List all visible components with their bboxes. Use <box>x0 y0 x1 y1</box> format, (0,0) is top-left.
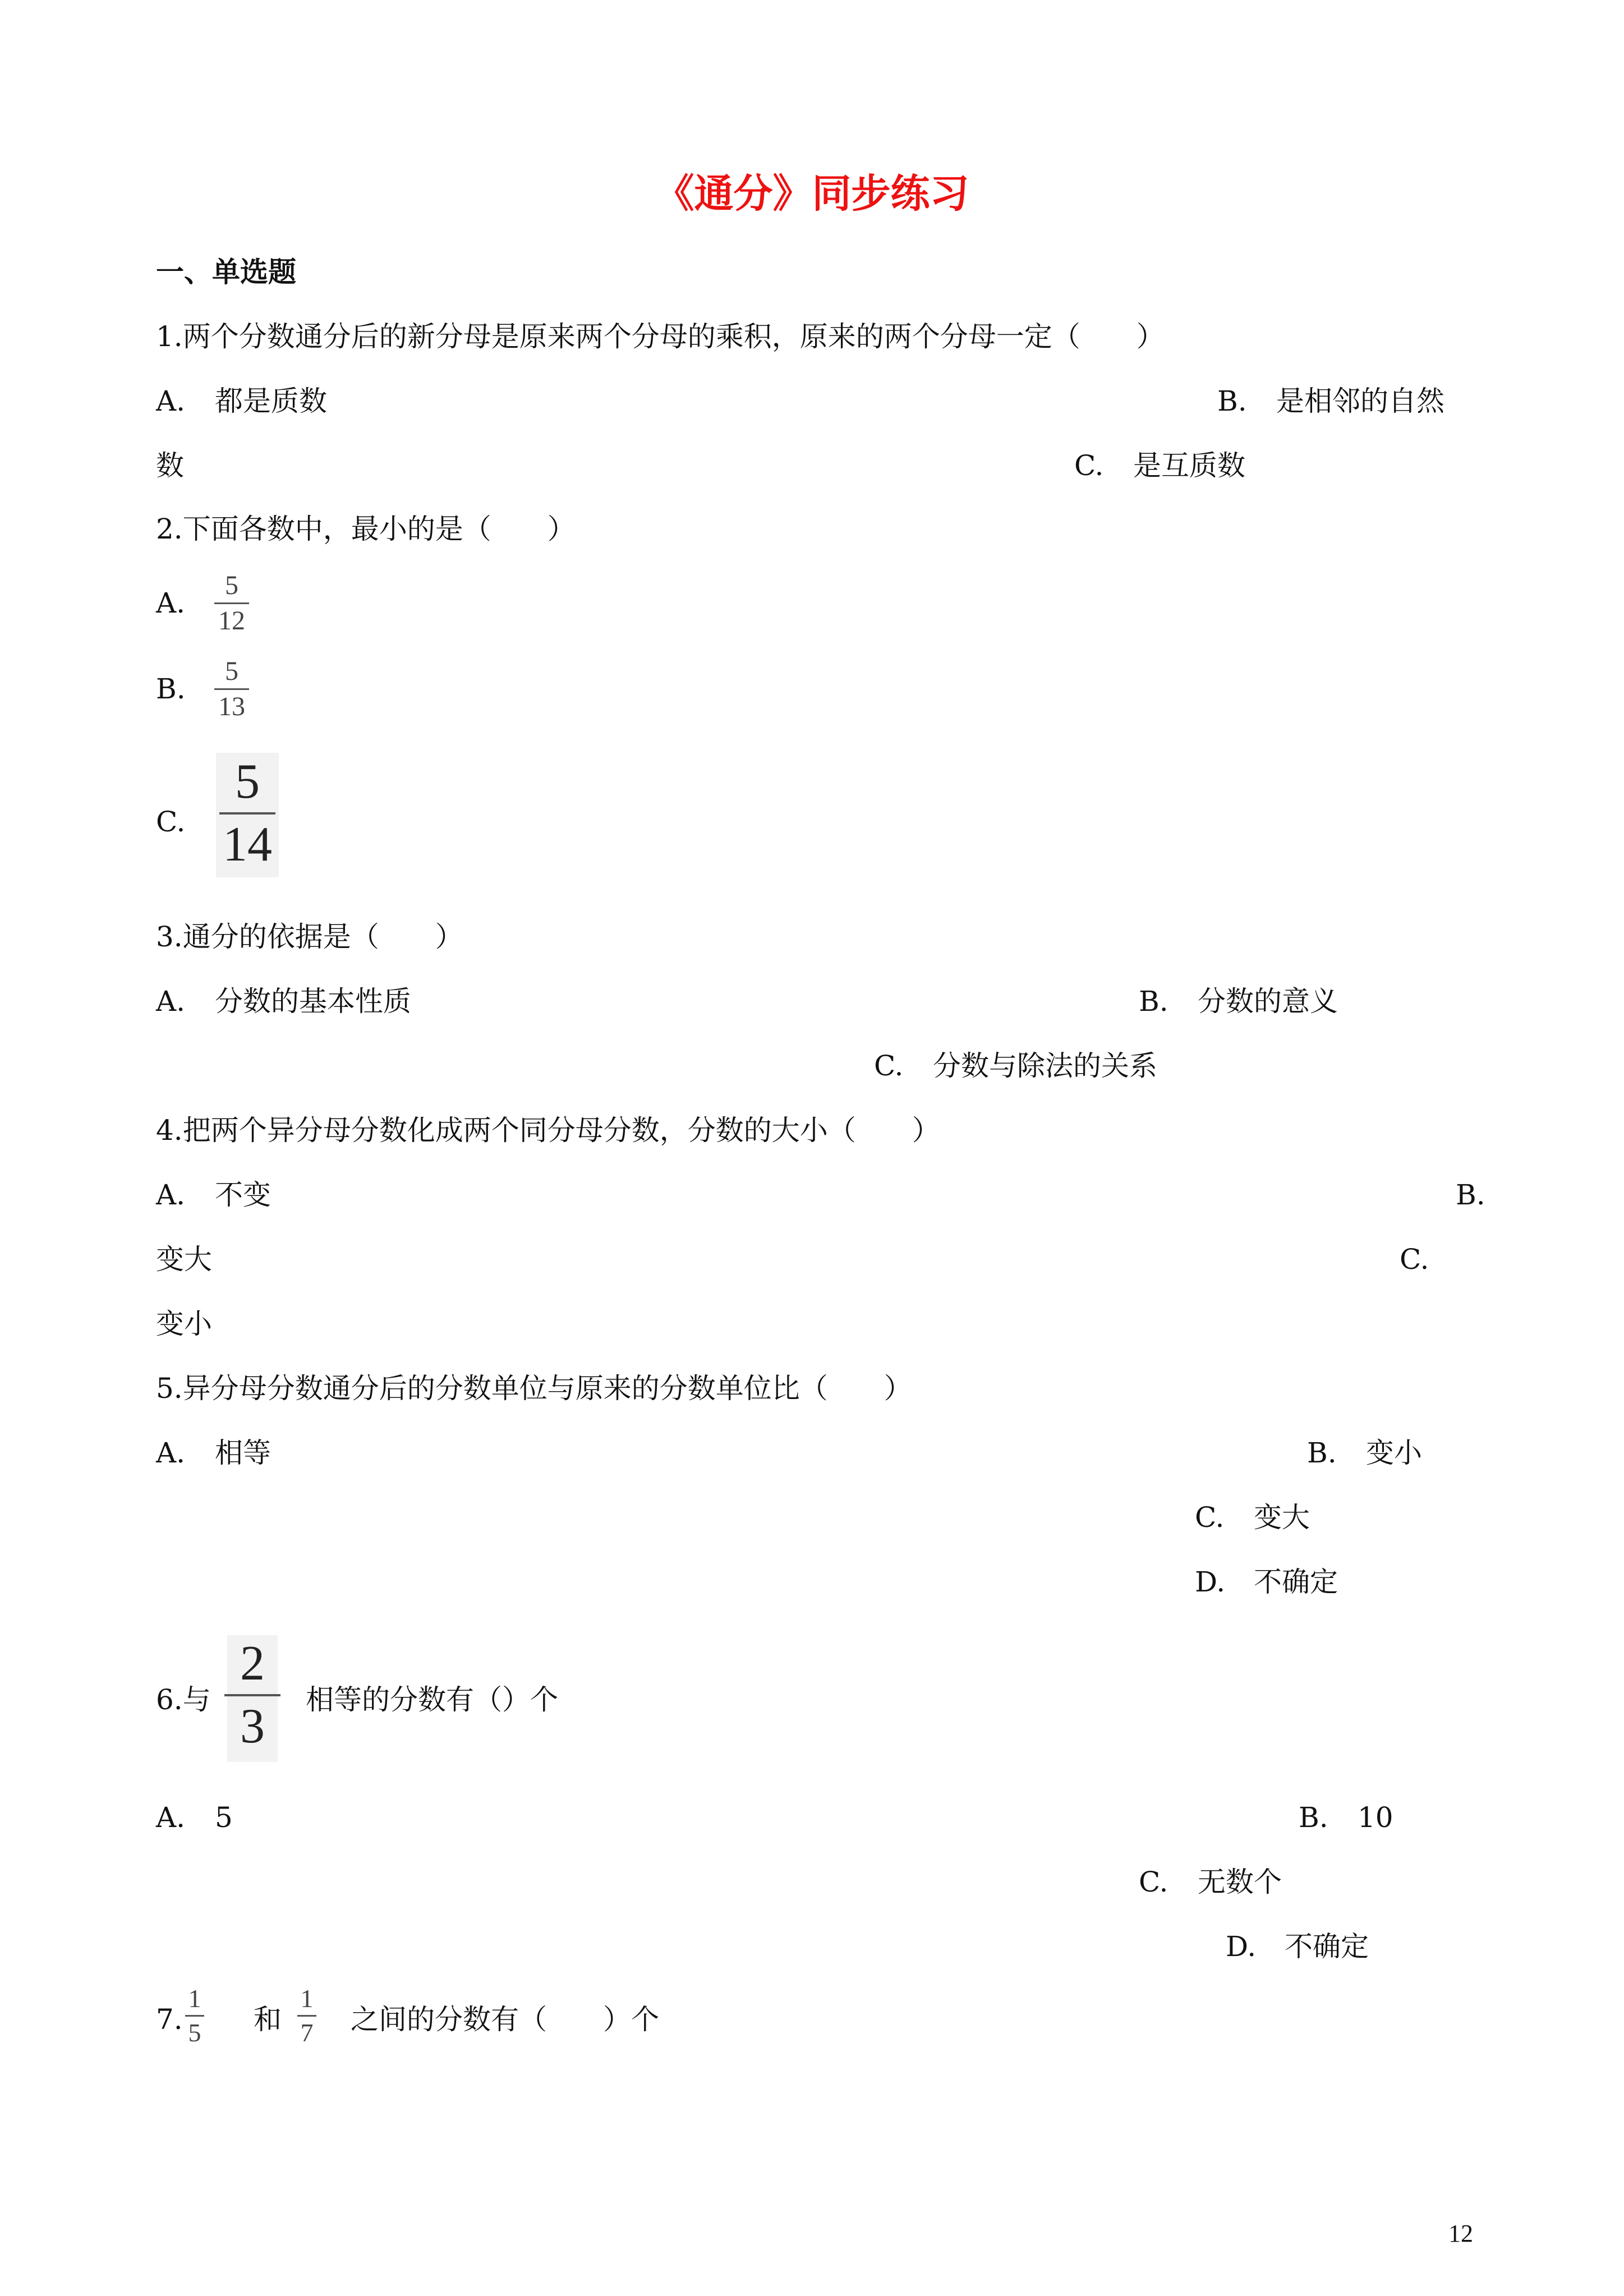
question-5-option-a <box>156 1439 271 1467</box>
question-2-stem: 2.下面各数中，最小的是（ ） <box>156 513 576 545</box>
fraction-numerator: 5 <box>225 570 238 600</box>
question-7-stem-start: 7. <box>156 2003 183 2036</box>
question-3-option-c <box>874 1052 1157 1080</box>
page-number: 12 <box>1448 2220 1473 2247</box>
option-label: D. <box>1226 1930 1257 1963</box>
option-label: C. <box>1195 1501 1225 1534</box>
option-text: 分数的基本性质 <box>215 985 411 1018</box>
question-4-option-b-label: B. <box>1456 1179 1485 1211</box>
question-2-option-a-label: A. <box>156 587 186 619</box>
question-6-option-d <box>1226 1932 1369 1961</box>
question-6-option-c <box>1139 1868 1282 1896</box>
question-2-option-c-label: C. <box>156 806 186 838</box>
fraction-denominator: 13 <box>218 692 245 721</box>
fraction-denominator: 14 <box>223 817 272 872</box>
fraction-denominator: 7 <box>300 2018 314 2047</box>
fraction-bar <box>224 1694 280 1696</box>
option-label: D. <box>1195 1566 1226 1598</box>
option-text: 10 <box>1358 1801 1393 1834</box>
fraction-numerator: 1 <box>300 1984 314 2013</box>
option-text: 是相邻的自然 <box>1276 385 1444 417</box>
option-label: B. <box>1307 1437 1337 1469</box>
option-text: 不变 <box>215 1179 271 1211</box>
question-3-option-b <box>1139 985 1338 1018</box>
option-label: A. <box>156 1437 186 1469</box>
page-title: 《通分》同步练习 <box>655 171 969 217</box>
option-label: C. <box>874 1050 904 1082</box>
option-label: C. <box>1139 1866 1168 1898</box>
question-1-option-c <box>1074 449 1245 482</box>
option-label: B. <box>1139 985 1168 1018</box>
question-2-option-c-fraction <box>219 754 275 872</box>
question-5-option-b <box>1307 1439 1422 1467</box>
question-6-fraction <box>224 1636 280 1754</box>
fraction-numerator: 5 <box>235 754 260 809</box>
question-7-stem-end: 之间的分数有（ ）个 <box>351 2003 659 2036</box>
question-7-connector: 和 <box>254 2003 282 2036</box>
question-6-stem-start: 6.与 <box>156 1683 211 1716</box>
question-3-option-a <box>156 985 411 1018</box>
question-1-option-b-continued: 数 <box>156 449 184 482</box>
option-label: A. <box>156 985 186 1018</box>
question-5-option-d <box>1195 1568 1338 1596</box>
fraction-numerator: 1 <box>188 1984 201 2013</box>
option-text: 都是质数 <box>215 385 327 417</box>
fraction-denominator: 5 <box>188 2018 201 2047</box>
option-label: A. <box>156 1801 186 1834</box>
option-text: 变小 <box>1366 1437 1422 1469</box>
fraction-denominator: 3 <box>240 1699 265 1754</box>
question-3-stem: 3.通分的依据是（ ） <box>156 921 463 953</box>
fraction-bar <box>185 2015 204 2017</box>
option-text: 是互质数 <box>1133 449 1245 482</box>
option-label: B. <box>1299 1801 1328 1834</box>
question-6-stem-end: 相等的分数有（）个 <box>306 1683 558 1716</box>
fraction-numerator: 5 <box>225 656 238 686</box>
option-label: A. <box>156 1179 186 1211</box>
section-heading: 一、单选题 <box>156 256 296 288</box>
question-1-option-a <box>156 387 327 415</box>
question-2-option-b-fraction <box>214 658 249 720</box>
option-text: 变大 <box>1254 1501 1310 1534</box>
option-text: 分数与除法的关系 <box>933 1050 1157 1082</box>
question-1-option-b <box>1217 387 1444 415</box>
question-6-option-a <box>156 1803 233 1832</box>
question-4-option-c-text: 变小 <box>156 1308 212 1340</box>
option-text: 不确定 <box>1254 1566 1338 1598</box>
fraction-denominator: 12 <box>218 606 245 636</box>
question-2-option-b-label: B. <box>156 673 186 705</box>
question-4-option-c-label: C. <box>1400 1243 1429 1276</box>
option-label: B. <box>1217 385 1247 417</box>
option-text: 不确定 <box>1285 1930 1369 1963</box>
question-4-option-a <box>156 1181 271 1209</box>
fraction-bar <box>219 812 275 815</box>
question-1-stem: 1.两个分数通分后的新分母是原来两个分母的乘积，原来的两个分母一定（ ） <box>156 320 1165 353</box>
question-6-option-b <box>1299 1803 1393 1832</box>
option-text: 无数个 <box>1198 1866 1282 1898</box>
option-label: A. <box>156 385 186 417</box>
option-text: 分数的意义 <box>1198 985 1338 1018</box>
question-4-option-b-text: 变大 <box>156 1243 212 1276</box>
option-label: C. <box>1074 449 1104 482</box>
fraction-numerator: 2 <box>240 1636 265 1691</box>
fraction-bar <box>297 2015 316 2017</box>
option-text: 5 <box>215 1801 233 1834</box>
question-5-stem: 5.异分母分数通分后的分数单位与原来的分数单位比（ ） <box>156 1372 912 1405</box>
fraction-bar <box>214 602 249 604</box>
question-5-option-c <box>1195 1501 1310 1534</box>
question-7-fraction-1 <box>185 1986 204 2046</box>
question-4-stem: 4.把两个异分母分数化成两个同分母分数，分数的大小（ ） <box>156 1114 940 1147</box>
question-2-option-a-fraction <box>214 572 249 634</box>
question-7-fraction-2 <box>297 1986 316 2046</box>
fraction-bar <box>214 688 249 690</box>
option-text: 相等 <box>215 1437 271 1469</box>
